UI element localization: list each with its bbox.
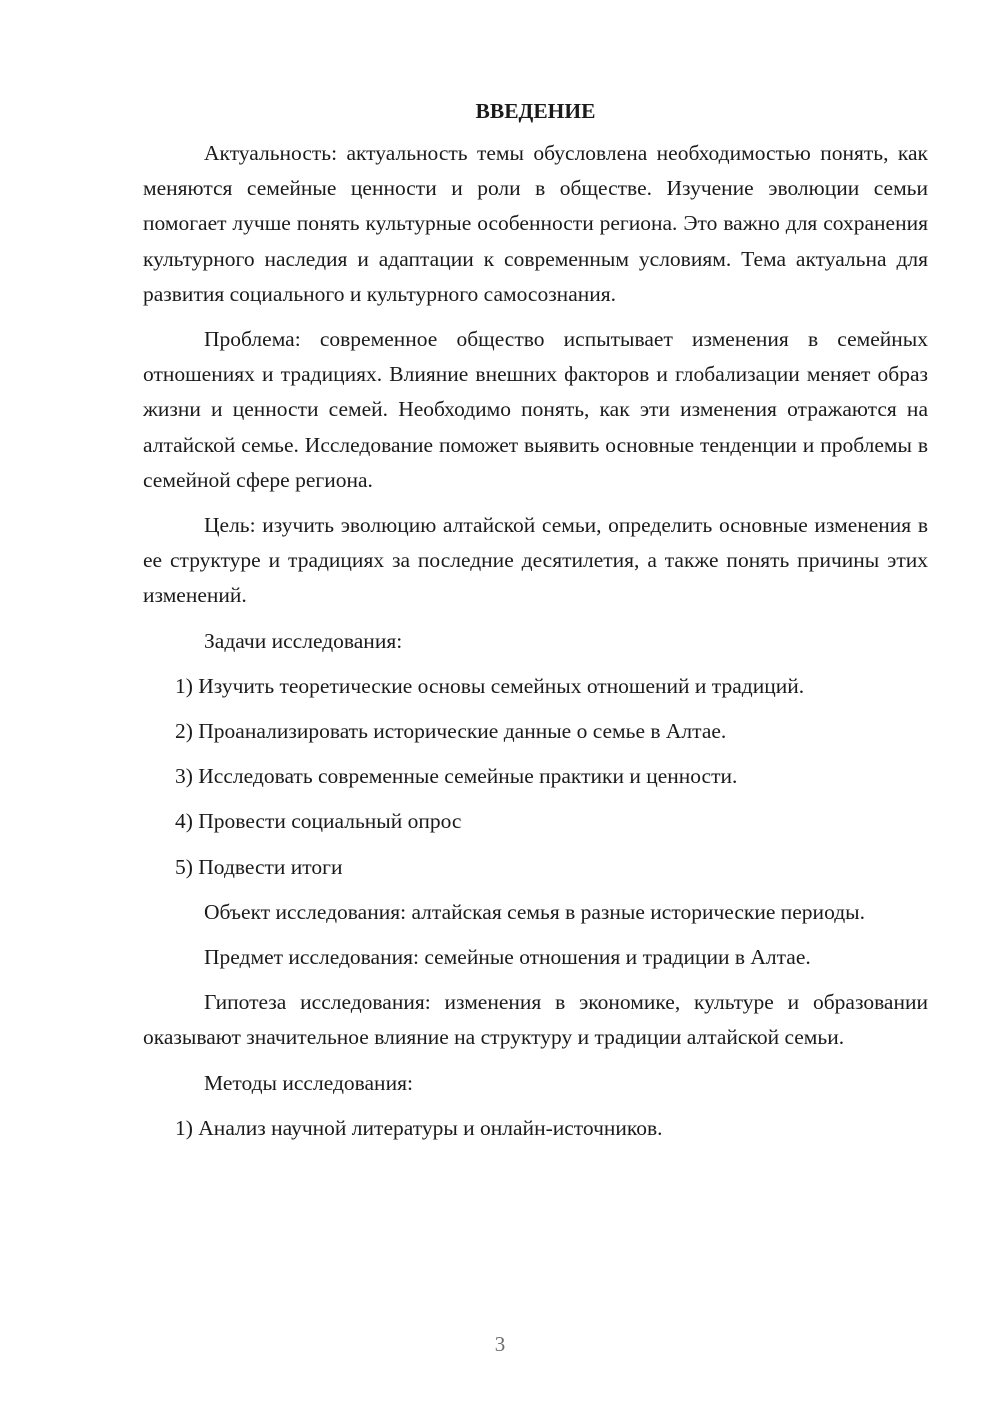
paragraph-problem: Проблема: современное общество испытывает изменения в семейных отношениях и традициях. Влияние внешних факторов и глобализации меняет образ жизни и ценности семей. Необходимо понять, как эти изменения отражаются на алтайской семье. Исследование поможет выявить основные тенденции и проблемы в семейной сфере региона. — [143, 327, 928, 492]
paragraph-hypothesis: Гипотеза исследования: изменения в экономике, культуре и образовании оказывают значительное влияние на структуру и традиции алтайской семьи. — [143, 990, 928, 1050]
list-item: 1) Изучить теоретические основы семейных отношений и традиций. — [175, 673, 805, 698]
section-title: ВВЕДЕНИЕ — [475, 99, 596, 123]
paragraph-relevance: Актуальность: актуальность темы обусловлена необходимостью понять, как меняются семейные ценности и роли в обществе. Изучение эволюции семьи помогает лучше понять культурные особенности региона. Это важно для сохранения культурного наследия и адаптации к современным условиям. Тема актуальна для развития социального и культурного самосознания. — [143, 141, 928, 306]
tasks-list — [143, 669, 928, 885]
methods-heading: Методы исследования: — [204, 1070, 413, 1095]
list-item: 4) Провести социальный опрос — [175, 809, 462, 834]
list-item: 3) Исследовать современные семейные практики и ценности. — [175, 764, 738, 789]
list-item: 1) Анализ научной литературы и онлайн-источников. — [175, 1115, 663, 1140]
list-item: 5) Подвести итоги — [175, 854, 343, 879]
document-page — [143, 96, 928, 1156]
paragraph-goal: Цель: изучить эволюцию алтайской семьи, определить основные изменения в ее структуре и традициях за последние десятилетия, а также понять причины этих изменений. — [143, 513, 928, 608]
paragraph-object: Объект исследования: алтайская семья в разные исторические периоды. — [204, 899, 865, 924]
page-number: 3 — [494, 1332, 506, 1356]
methods-list — [143, 1111, 928, 1146]
paragraph-subject: Предмет исследования: семейные отношения и традиции в Алтае. — [204, 945, 811, 970]
tasks-heading: Задачи исследования: — [204, 628, 403, 653]
list-item: 2) Проанализировать исторические данные о семье в Алтае. — [175, 719, 727, 744]
